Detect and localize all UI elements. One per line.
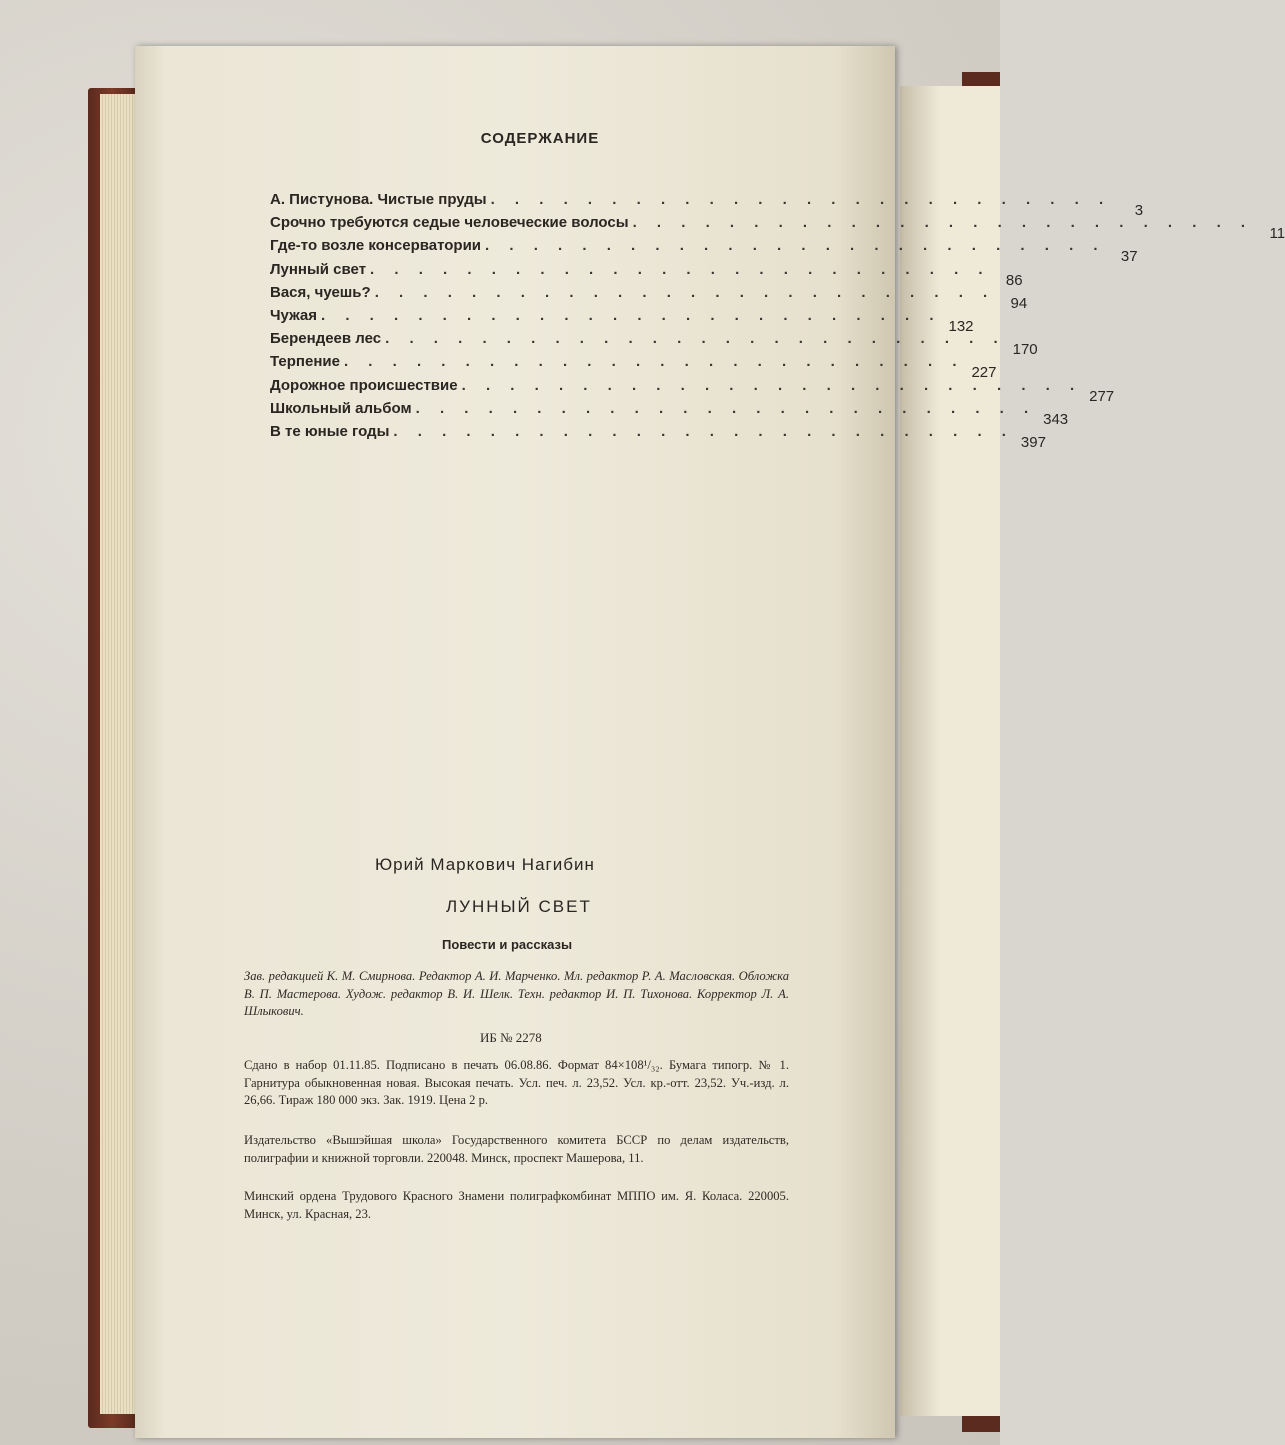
toc-entry-page: 37 xyxy=(1120,248,1138,266)
toc-leader-dots: . . . . . . . . . . . . . . . . . . . . . . . . . . xyxy=(461,376,1083,394)
toc-entry xyxy=(270,397,1069,428)
toc-entry-page: 132 xyxy=(948,317,974,335)
toc-leader-dots: . . . . . . . . . . . . . . . . . . . . . . . . . . xyxy=(370,260,991,278)
toc-entry-label: В те юные годы xyxy=(270,422,390,440)
toc-entry-label: Срочно требуются седые человеческие волосы xyxy=(270,214,629,232)
toc-entry-label: Дорожное происшествие xyxy=(270,376,458,394)
toc-entry-page: 94 xyxy=(1010,294,1028,312)
page-edges xyxy=(100,94,140,1414)
toc-entry xyxy=(270,350,997,382)
toc-entry-label: А. Пистунова. Чистые пруды xyxy=(270,191,487,208)
toc-entry-label: Терпение xyxy=(270,353,340,371)
toc-leader-dots: . . . . . . . . . . . . . . . . . . . . . . . . . . xyxy=(485,237,1106,255)
toc-entry xyxy=(270,327,1038,359)
editorial-credits: Зав. редакцией К. М. Смирнова. Редактор А. И. Марченко. Мл. редактор Р. А. Масловская. Обложка В. П. Мастерова. Худож. редактор В. И. Шелк. Техн. редактор И. П. Тихонова. Корректор Л. А. Шлыкович. xyxy=(244,969,789,1018)
toc-leader-dots: . . . . . . . . . . . . . . . . . . . . . . . . . . xyxy=(320,306,942,324)
toc-entry-label: Школьный альбом xyxy=(270,399,412,417)
toc-entry-page: 343 xyxy=(1043,410,1069,428)
toc-entry xyxy=(270,420,1046,451)
book-subtitle: Повести и рассказы xyxy=(442,937,573,952)
author-name: Юрий Маркович Нагибин xyxy=(375,855,595,874)
toc-entry xyxy=(270,374,1115,405)
publisher-info: Издательство «Вышэйшая школа» Государственного комитета БССР по делам издательств, полиграфии и книжной торговли. 220048. Минск, проспект Машерова, 11. xyxy=(244,1133,789,1165)
print-details: Сдано в набор 01.11.85. Подписано в печать 06.08.86. Формат 84×108¹/₃₂. Бумага типогр. № 1. Гарнитура обыкновенная новая. Высокая печать. Усл. печ. л. 23,52. Усл. кр.-отт. 23,52. Уч.-изд. л. 26,66. Тираж 180 000 экз. Зак. 1919. Цена 2 р. xyxy=(244,1058,789,1107)
toc-entry-page: 86 xyxy=(1005,271,1023,289)
toc-leader-dots: . . . . . . . . . . . . . . . . . . . . . . . . . . xyxy=(374,283,996,301)
toc-entry-label: Лунный свет xyxy=(270,260,367,278)
toc-entry xyxy=(270,258,1023,289)
toc-leader-dots: . . . . . . . . . . . . . . . . . . . . . . . . . . xyxy=(490,191,1112,208)
printer-info: Минский ордена Трудового Красного Знамени полиграфкомбинат МППО им. Я. Коласа. 220005. Минск, ул. Красная, 23. xyxy=(244,1189,789,1221)
toc-entry xyxy=(270,211,1285,243)
table-of-contents xyxy=(270,188,1285,451)
toc-entry xyxy=(270,281,1028,312)
toc-entry-page: 227 xyxy=(971,364,997,382)
toc-entry-label: Вася, чуешь? xyxy=(270,283,371,301)
toc-entry xyxy=(270,304,974,335)
toc-entry-label: Где-то возле консерватории xyxy=(270,237,482,255)
toc-leader-dots: . . . . . . . . . . . . . . . . . . . . . . . . . . xyxy=(385,330,1006,348)
toc-entry-page: 397 xyxy=(1020,433,1046,451)
toc-leader-dots: . . . . . . . . . . . . . . . . . . . . . . . . . . xyxy=(393,422,1014,440)
book-title: ЛУННЫЙ СВЕТ xyxy=(446,897,592,916)
toc-entry-page: 3 xyxy=(1134,202,1144,219)
toc-leader-dots: . . . . . . . . . . . . . . . . . . . . . . . . . . xyxy=(343,353,965,371)
toc-entry-page: 277 xyxy=(1089,387,1115,405)
ib-number: ИБ № 2278 xyxy=(480,1030,542,1045)
toc-leader-dots: . . . . . . . . . . . . . . . . . . . . . . . . . . xyxy=(415,399,1037,417)
toc-entry-page: 11 xyxy=(1269,225,1285,243)
toc-leader-dots: . . . . . . . . . . . . . . . . . . . . . . . . . . xyxy=(632,214,1254,232)
toc-entry-page: 170 xyxy=(1012,341,1038,359)
toc-heading: СОДЕРЖАНИЕ xyxy=(480,130,600,147)
toc-entry-label: Чужая xyxy=(270,306,317,324)
toc-entry-label: Берендеев лес xyxy=(270,330,382,348)
toc-entry xyxy=(270,188,1144,219)
toc-entry xyxy=(270,234,1138,266)
